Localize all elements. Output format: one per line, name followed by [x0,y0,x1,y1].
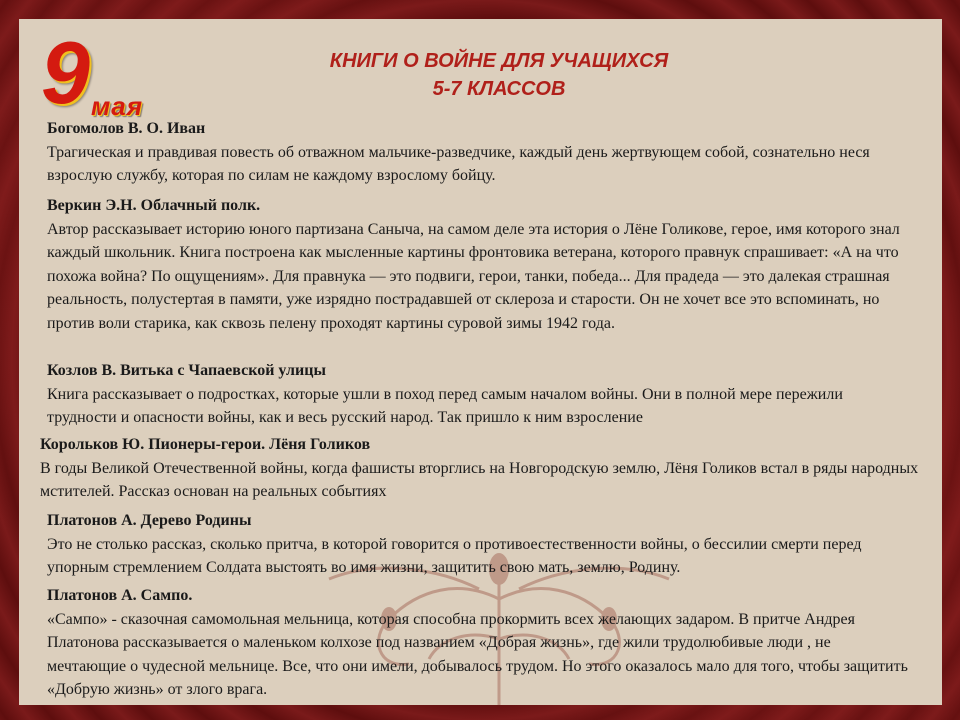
book-title: Платонов А. Дерево Родины [47,512,252,529]
book-title: Козлов В. Витька с Чапаевской улицы [47,362,326,379]
slide-panel [19,19,942,705]
page-title [219,47,779,103]
book-entry [47,117,907,188]
book-description: В годы Великой Отечественной войны, когда фашисты вторглись на Новгородскую землю, Лёня Голиков встал в ряды народных мстителей. Рассказ основан на реальных событиях [40,459,919,500]
book-title: Платонов А. Сампо. [47,587,193,604]
book-title: Веркин Э.Н. Облачный полк. [47,197,261,214]
logo-word: мая [91,91,144,121]
book-title: Корольков Ю. Пионеры-герои. Лёня Голиков [40,436,371,453]
logo-number: 9 [41,23,90,122]
book-entry [47,359,907,430]
title-line-2: 5-7 КЛАССОВ [432,78,566,100]
book-description: Трагическая и правдивая повесть об отважном мальчике-разведчике, каждый день жертвующем собой, сознательно неся взрослую службу, которая по силам не каждому взрослому бойцу. [47,143,870,184]
book-description: Книга рассказывает о подростках, которые ушли в поход перед самым началом войны. Они в полной мере пережили трудности и опасности войны, как и весь русский народ. Так пришло к ним взросление [47,385,843,426]
book-description: Это не столько рассказ, сколько притча, в которой говорится о противоестественности войны, о бессилии смерти перед упорным стремлением Солдата выстоять во имя жизни, защитить свою мать, землю, Родину. [47,535,862,576]
book-entry [47,509,913,580]
book-entry [47,194,913,335]
title-line-1: КНИГИ О ВОЙНЕ ДЛЯ УЧАЩИХСЯ [329,50,669,72]
book-description: «Сампо» - сказочная самомольная мельница, которая способна прокормить всех желающих задаром. В притче Андрея Платонова рассказывается о маленьком колхозе под названием «Добрая жизнь», где жили трудолюбивые люди , не мечтающие о чудесной мельнице. Все, что они имели, добывалось трудом. Но этого оказалось мало для того, чтобы защитить «Добрую жизнь» от злого врага. [47,610,908,698]
book-entry [47,584,913,702]
book-entry [40,433,930,504]
book-description: Автор рассказывает историю юного партизана Саныча, на самом деле эта история о Лёне Голикове, герое, имя которого знал каждый школьник. Книга построена как мысленные картины фронтовика ветерана, которого правнук спрашивает: «А на что похожа война? По ощущениям». Для правнука — это подвиги, герои, танки, победа... Для прадеда — это далекая страшная реальность, полустертая в памяти, уже изрядно пострадавшей от склероза и старости. Он не хочет все это вспоминать, но против воли старика, как сквозь пелену проходят картины суровой зимы 1942 года. [47,220,900,332]
book-title: Богомолов В. О. Иван [47,120,206,137]
